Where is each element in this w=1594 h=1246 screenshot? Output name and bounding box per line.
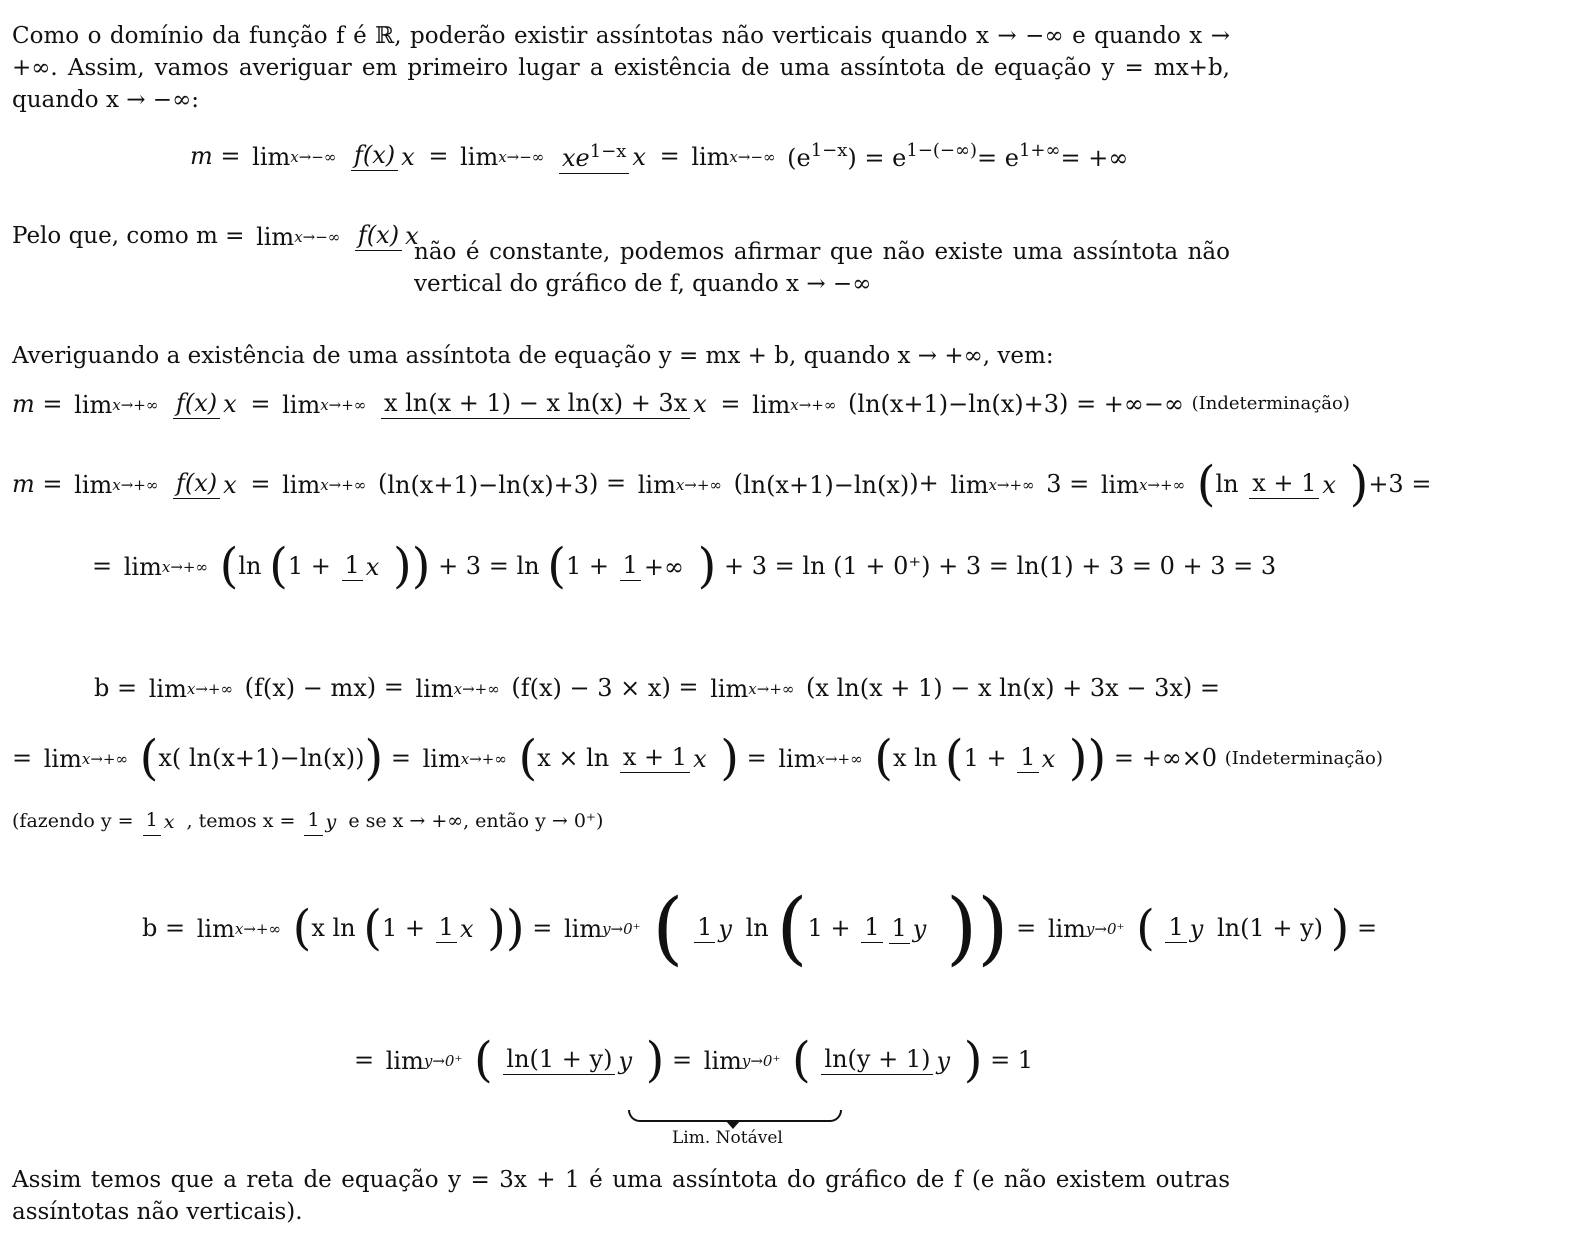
substitution-note: (fazendo y = 1 x , temos x = 1 y e se x → +∞, então y → 0⁺) xyxy=(12,806,1252,836)
equation-b-start: b = limx→+∞ (f(x) − mx) = limx→+∞ (f(x) − 3 × x) = limx→+∞ (x ln(x + 1) − x ln(x) + 3x − 3x) = xyxy=(94,672,1220,703)
equation-b-indeterminate: = limx→+∞ (x( ln(x+1)−ln(x))) = limx→+∞ (x × ln x + 1 x ) = limx→+∞ (x ln (1 + 1 x )) = +∞×0 (Indeterminação) xyxy=(12,730,1383,786)
conclusion-paragraph: Assim temos que a reta de equação y = 3x + 1 é uma assíntota do gráfico de f (e não existem outras assíntotas não verticais). xyxy=(12,1167,1230,1225)
paragraph-pos-inf: Averiguando a existência de uma assíntota de equação y = mx + b, quando x → +∞, vem: xyxy=(12,343,1054,369)
equation-m-pos-inf: m = limx→+∞ f(x) x = limx→+∞ x ln(x + 1) − x ln(x) + 3x x = limx→+∞ (ln(x+1)−ln(x)+3) = +∞−∞ (Indeterminação) xyxy=(12,388,1350,419)
equation-b-result: = limy→0⁺ ( ln(1 + y) y ) = limy→0⁺ ( ln(y + 1) y ) = 1 xyxy=(354,1032,1034,1088)
equation-m-result: = limx→+∞ (ln (1 + 1 x )) + 3 = ln (1 + 1 +∞ ) + 3 = ln (1 + 0⁺) + 3 = ln(1) + 3 = 0 + 3 = 3 xyxy=(92,538,1277,594)
equation-m-neg-inf: m = limx→−∞ f(x) x = limx→−∞ $xe^{1-x}$ x = limx→−∞ $(e^{1-x}) = e^{1-(-\infty)}= e^{1+\infty}=$ +∞ xyxy=(190,139,1129,173)
underbrace-label: Lim. Notável xyxy=(672,1128,783,1148)
intro-paragraph: Como o domínio da função f é ℝ, poderão existir assíntotas não verticais quando x → −∞ e quando x → +∞. Assim, vamos averiguar em primeiro lugar a existência de uma assíntota de equação y = mx+b, quando x → −∞: xyxy=(12,23,1230,113)
paragraph-not-constant: Pelo que, como m = limx→−∞ f(x) x xyxy=(12,220,419,251)
equation-m-split: m = limx→+∞ f(x) x = limx→+∞ (ln(x+1)−ln(x)+3) = limx→+∞ (ln(x+1)−ln(x))+ limx→+∞ 3 = limx→+∞ (ln x + 1 x )+3 = xyxy=(12,456,1432,512)
equation-b-substituted: b = limx→+∞ (x ln (1 + 1 x )) = limy→0⁺ ( 1 y ln (1 + 1 1 y )) = limy→0⁺ ( 1 y ln(1 + y) ) = xyxy=(142,881,1378,974)
paragraph-not-constant-text: não é constante, podemos afirmar que não existe uma assíntota não vertical do gráfico de f, quando x → −∞ xyxy=(414,239,1230,297)
